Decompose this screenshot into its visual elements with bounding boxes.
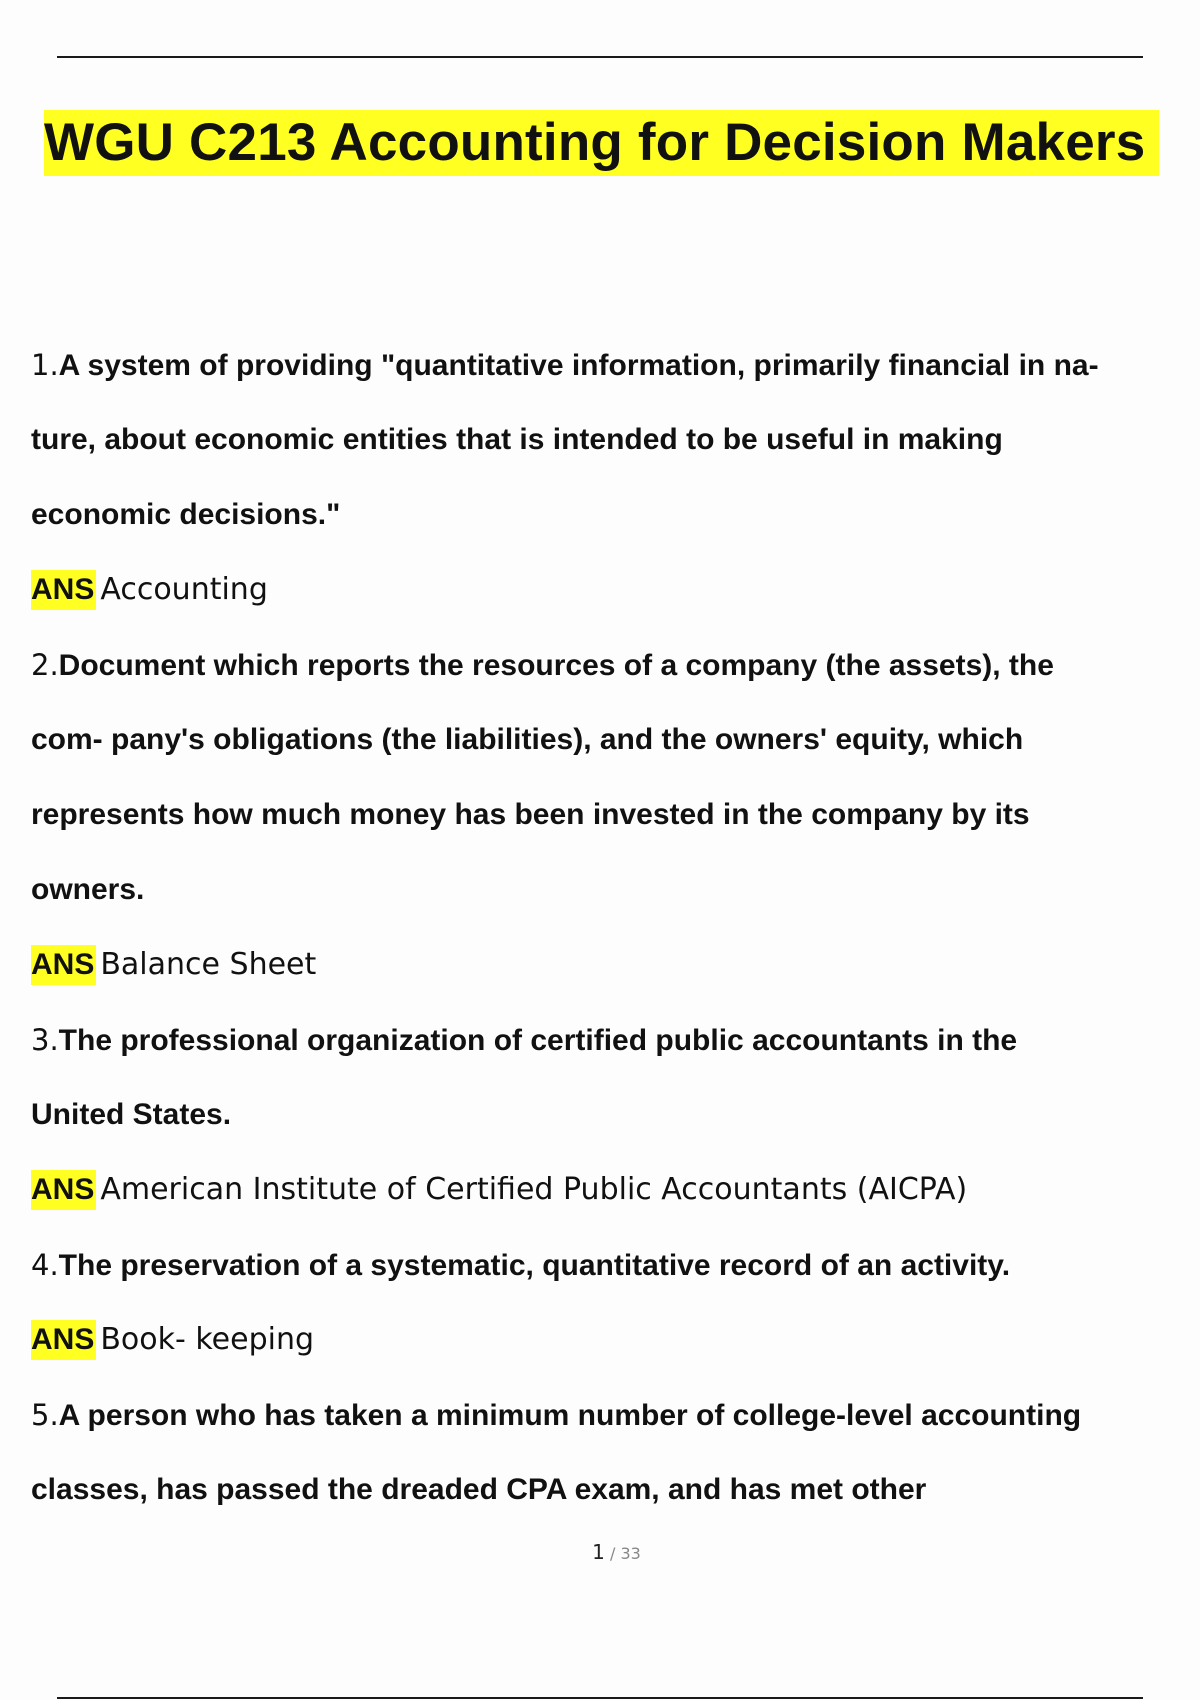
answer-label: ANS — [31, 1320, 96, 1360]
question-text: A person who has taken a minimum number of college-level accounting — [58, 1399, 1082, 1432]
page-separator: / — [609, 1544, 616, 1563]
question-4-line-1 — [31, 1232, 1191, 1307]
question-text: Document which reports the resources of a company (the assets), the — [58, 649, 1054, 682]
answer-text: Book- keeping — [100, 1322, 315, 1357]
answer-1 — [31, 557, 1191, 632]
question-2-line-1 — [31, 632, 1191, 707]
question-2-line-4: owners. — [31, 873, 145, 906]
question-2-line-2: com- pany's obligations (the liabilities), and the owners' equity, which — [31, 723, 1024, 756]
bottom-rule — [57, 1697, 1143, 1699]
question-number: 3. — [31, 1023, 59, 1057]
document-title: WGU C213 Accounting for Decision Makers — [44, 110, 1159, 176]
question-number: 1. — [31, 348, 59, 382]
answer-label: ANS — [31, 1170, 96, 1210]
question-5-line-2: classes, has passed the dreaded CPA exam, and has met other — [31, 1473, 927, 1506]
answer-2 — [31, 932, 1191, 1007]
question-1-line-1 — [31, 332, 1191, 407]
question-text: A system of providing "quantitative information, primarily financial in na- — [58, 349, 1099, 382]
page-indicator — [0, 1540, 1200, 1564]
question-2-line-3: represents how much money has been invested in the company by its — [31, 798, 1030, 831]
question-3-line-1 — [31, 1007, 1191, 1082]
question-5-line-1 — [31, 1382, 1191, 1457]
answer-label: ANS — [31, 945, 96, 985]
question-number: 4. — [31, 1248, 59, 1282]
question-text: The professional organization of certified public accountants in the — [58, 1024, 1018, 1057]
answer-text: American Institute of Certified Public Accountants (AICPA) — [100, 1172, 968, 1207]
question-number: 2. — [31, 648, 59, 682]
question-3-line-2: United States. — [31, 1098, 232, 1131]
question-1-line-3: economic decisions." — [31, 498, 341, 531]
answer-text: Accounting — [100, 572, 268, 607]
page-total: 33 — [620, 1544, 641, 1563]
page-current: 1 — [592, 1540, 605, 1564]
top-rule — [57, 56, 1143, 58]
question-text: The preservation of a systematic, quantitative record of an activity. — [58, 1249, 1011, 1282]
question-list — [31, 332, 1191, 1532]
answer-4 — [31, 1307, 1191, 1382]
answer-label: ANS — [31, 570, 96, 610]
question-1-line-2: ture, about economic entities that is intended to be useful in making — [31, 423, 1003, 456]
answer-3 — [31, 1157, 1191, 1232]
question-number: 5. — [31, 1398, 59, 1432]
answer-text: Balance Sheet — [100, 947, 317, 982]
